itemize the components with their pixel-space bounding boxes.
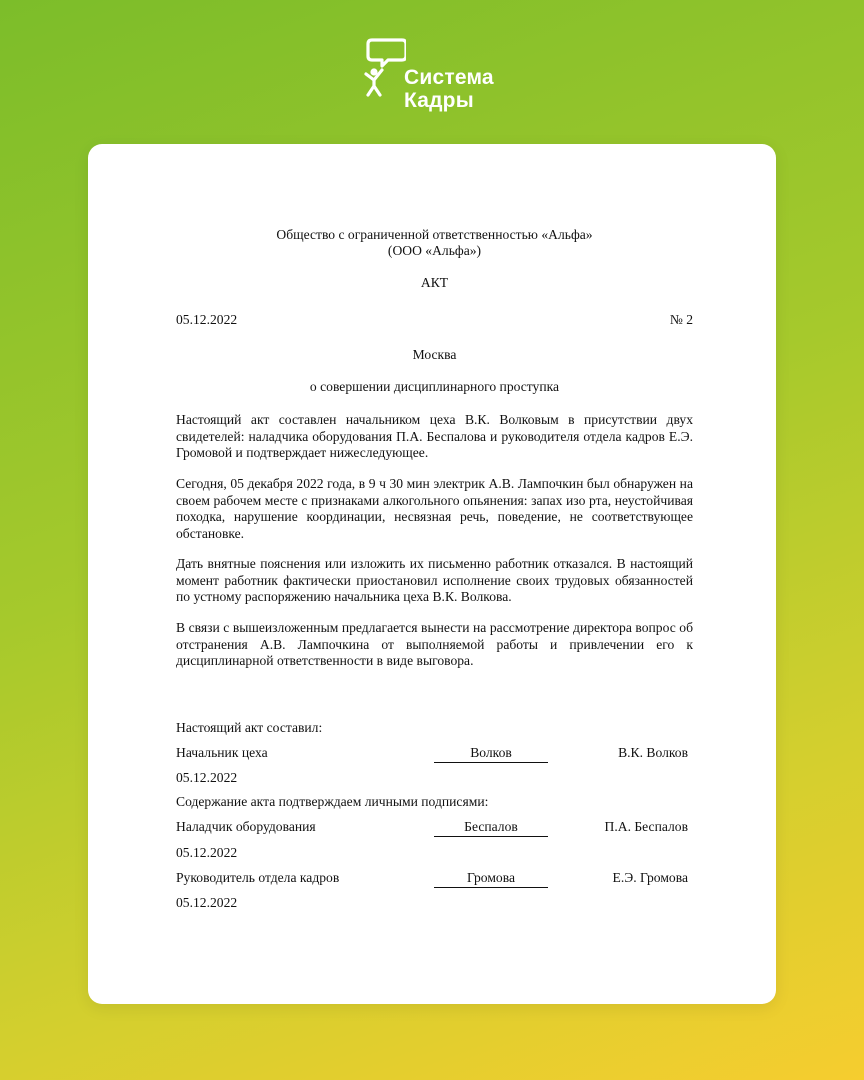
signature-line: Волков xyxy=(434,745,548,763)
paragraph: В связи с вышеизложенным предлагается вынести на рассмотрение директора вопрос об отстранения А.В. Лампочкина от выполняемой работы и привлечении его к дисциплинарной ответственности в виде выговора. xyxy=(176,620,693,669)
signature-date: 05.12.2022 xyxy=(176,770,238,785)
brand-line-2: Кадры xyxy=(404,89,474,112)
signatory-name: Е.Э. Громова xyxy=(612,870,688,885)
signature-date: 05.12.2022 xyxy=(176,845,238,860)
brand-logo xyxy=(364,36,514,118)
signatory-position: Начальник цеха xyxy=(176,745,268,760)
doc-type-title: АКТ xyxy=(420,275,449,290)
paragraph: Настоящий акт составлен начальником цеха В.К. Волковым в присутствии двух свидетелей: наладчика оборудования П.А. Беспалова и руководителя отдела кадров Е.Э. Громовой и подтверждает нижеследующее. xyxy=(176,412,693,461)
signatory-position: Руководитель отдела кадров xyxy=(176,870,340,885)
org-short-name: (ООО «Альфа») xyxy=(387,243,482,258)
signatory-position: Наладчик оборудования xyxy=(176,819,316,834)
signature-line: Беспалов xyxy=(434,819,548,837)
doc-subject: о совершении дисциплинарного проступка xyxy=(309,379,560,394)
paragraph: Дать внятные пояснения или изложить их письменно работник отказался. В настоящий момент работник фактически приостановил исполнение своих трудовых обязанностей по устному распоряжению начальника цеха В.К. Волкова. xyxy=(176,556,693,605)
signature-line: Громова xyxy=(434,870,548,888)
signatory-name: П.А. Беспалов xyxy=(604,819,688,834)
composed-label: Настоящий акт составил: xyxy=(176,720,323,735)
doc-number: № 2 xyxy=(669,312,693,327)
signature-date: 05.12.2022 xyxy=(176,895,238,910)
doc-date: 05.12.2022 xyxy=(176,312,238,327)
doc-city: Москва xyxy=(412,347,457,362)
speech-person-icon xyxy=(364,36,406,98)
confirm-label: Содержание акта подтверждаем личными подписями: xyxy=(176,794,489,809)
document-card xyxy=(88,144,776,1004)
brand-line-1: Система xyxy=(404,66,494,89)
org-name: Общество с ограниченной ответственностью «Альфа» xyxy=(276,227,593,242)
brand-name xyxy=(404,66,494,112)
paragraph: Сегодня, 05 декабря 2022 года, в 9 ч 30 мин электрик А.В. Лампочкин был обнаружен на своем рабочем месте с признаками алкогольного опьянения: запах изо рта, неустойчивая походка, нарушение координации, несвязная речь, поведение, не соответствующее обстановке. xyxy=(176,476,693,541)
signatory-name: В.К. Волков xyxy=(618,745,688,760)
